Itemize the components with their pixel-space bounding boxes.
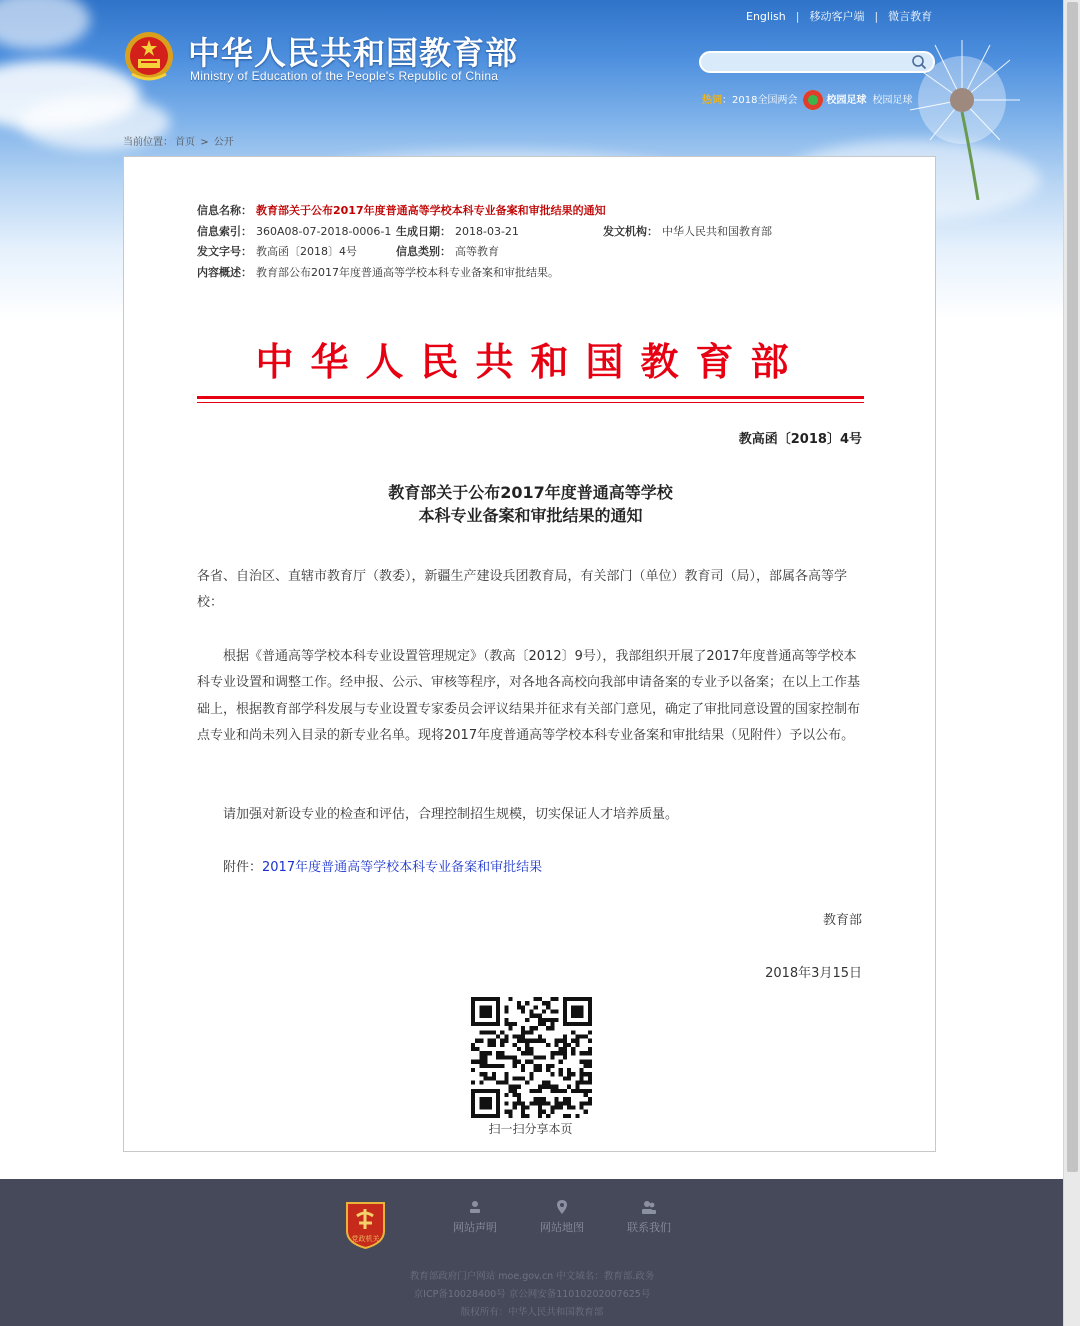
signature-organization: 教育部: [822, 913, 862, 928]
breadcrumb-home[interactable]: 首页: [175, 137, 195, 148]
footer-contact-us[interactable]: [614, 1199, 684, 1235]
attachment-link[interactable]: 2017年度普通高等学校本科专业备案和审批结果: [262, 860, 543, 875]
breadcrumb-prefix: 当前位置：: [123, 137, 173, 148]
addressee-paragraph: 各省、自治区、直辖市教育厅（教委），新疆生产建设兵团教育局，有关部门（单位）教育司（局），部属各高等学校：: [197, 569, 848, 611]
weiyan-link[interactable]: 微言教育: [888, 10, 933, 23]
hot-item-lianghui[interactable]: ：2018全国两会: [722, 95, 798, 106]
footer-nav-label: 网站声明: [453, 1221, 497, 1234]
attachment-line: [197, 855, 864, 881]
summary-value: 教育部公布2017年度普通高等学校本科专业备案和审批结果。: [256, 265, 559, 279]
info-name-value: 教育部关于公布2017年度普通高等学校本科专业备案和审批结果的通知: [256, 204, 606, 217]
footer-copyright-line: 版权所有：中华人民共和国教育部: [460, 1307, 604, 1318]
body-paragraph-1: 根据《普通高等学校本科专业设置管理规定》（教高〔2012〕9号），我部组织开展了2017年度普通高等学校本科专业设置和调整工作。经申报、公示、审核等程序，对各地各高校向我部申请备案的专业予以备案；在以上工作基础上，根据教育部学科发展与专业设置专家委员会评议结果并征求有关部门意见，确定了审批同意设置的国家控制布点专业和尚未列入目录的新专业名单。现将2017年度普通高等学校本科专业备案和审批结果（见附件）予以公布。: [197, 649, 861, 744]
separator: |: [795, 10, 800, 23]
footer-nav-label: 网站地图: [540, 1221, 584, 1234]
summary-label: 内容概述：: [197, 265, 252, 279]
breadcrumb: [123, 133, 236, 148]
issuer-label: 发文机构：: [603, 224, 658, 238]
breadcrumb-current[interactable]: 公开: [213, 137, 234, 148]
hot-item-football[interactable]: 校园足球: [872, 95, 913, 106]
scrollbar-thumb[interactable]: [1067, 2, 1078, 1172]
qr-code-icon: [471, 997, 592, 1118]
signature-date: 2018年3月15日: [765, 966, 862, 981]
footer-domain-line: 教育部政府门户网站 moe.gov.cn 中文域名：教育部.政务: [409, 1271, 655, 1282]
footer-site-statement[interactable]: [440, 1199, 510, 1235]
search-box: [699, 51, 935, 73]
footer-site-map[interactable]: [527, 1199, 597, 1235]
search-icon[interactable]: [911, 54, 927, 70]
red-divider-thin: [197, 402, 864, 403]
top-links: [746, 8, 932, 24]
hot-words: [702, 90, 912, 110]
document-title: [124, 481, 937, 527]
document-title-line2: 本科专业备案和审批结果的通知: [418, 506, 643, 525]
doc-number-value: 教高函〔2018〕4号: [256, 245, 357, 258]
statement-icon: [467, 1199, 483, 1215]
footer: [0, 1179, 1064, 1326]
mobile-client-link[interactable]: 移动客户端: [809, 10, 865, 23]
contact-icon: [641, 1199, 657, 1215]
site-subtitle-english: Ministry of Education of the People's Republic of China: [190, 69, 499, 83]
info-name-label: 信息名称：: [197, 204, 252, 217]
body-paragraph-2: 请加强对新设专业的检查和评估，合理控制招生规模，切实保证人才培养质量。: [223, 807, 679, 822]
separator: |: [874, 10, 879, 23]
site-title[interactable]: 中华人民共和国教育部: [188, 34, 519, 72]
gen-date-value: 2018-03-21: [455, 224, 519, 238]
document-title-line1: 教育部关于公布2017年度普通高等学校: [388, 483, 673, 502]
red-divider-thick: [197, 396, 864, 399]
badge-text: 党政机关: [351, 1235, 380, 1243]
doc-number-label: 发文字号：: [197, 245, 252, 258]
footer-icp-line: 京ICP备10028400号 京公网安备11010202007625号: [413, 1289, 651, 1300]
national-emblem-icon: [124, 30, 174, 84]
info-index-value: 360A08-07-2018-0006-1: [256, 224, 392, 238]
footer-nav-label: 联系我们: [627, 1221, 671, 1234]
breadcrumb-separator: >: [200, 137, 209, 148]
hot-label: 热词: [702, 95, 722, 106]
search-input[interactable]: [711, 54, 905, 72]
vertical-scrollbar[interactable]: [1063, 0, 1080, 1326]
party-government-badge-icon[interactable]: [343, 1199, 388, 1249]
english-link[interactable]: English: [746, 10, 786, 23]
map-pin-icon: [554, 1199, 570, 1215]
issuer-value: 中华人民共和国教育部: [662, 224, 772, 238]
info-index-label: 信息索引：: [197, 224, 252, 238]
attachment-label: 附件：: [223, 860, 263, 875]
football-badge-icon[interactable]: [803, 90, 823, 110]
qr-caption: 扫一扫分享本页: [488, 1122, 573, 1136]
info-metadata: [197, 201, 797, 283]
gen-date-label: 生成日期：: [396, 224, 451, 238]
document-red-heading: 中华人民共和国教育部: [255, 339, 806, 384]
document-number: 教高函〔2018〕4号: [738, 432, 862, 447]
document-panel: [123, 156, 936, 1152]
hot-item-football-badge[interactable]: 校园足球: [826, 95, 867, 106]
category-label: 信息类别：: [396, 245, 451, 258]
category-value: 高等教育: [455, 245, 499, 258]
